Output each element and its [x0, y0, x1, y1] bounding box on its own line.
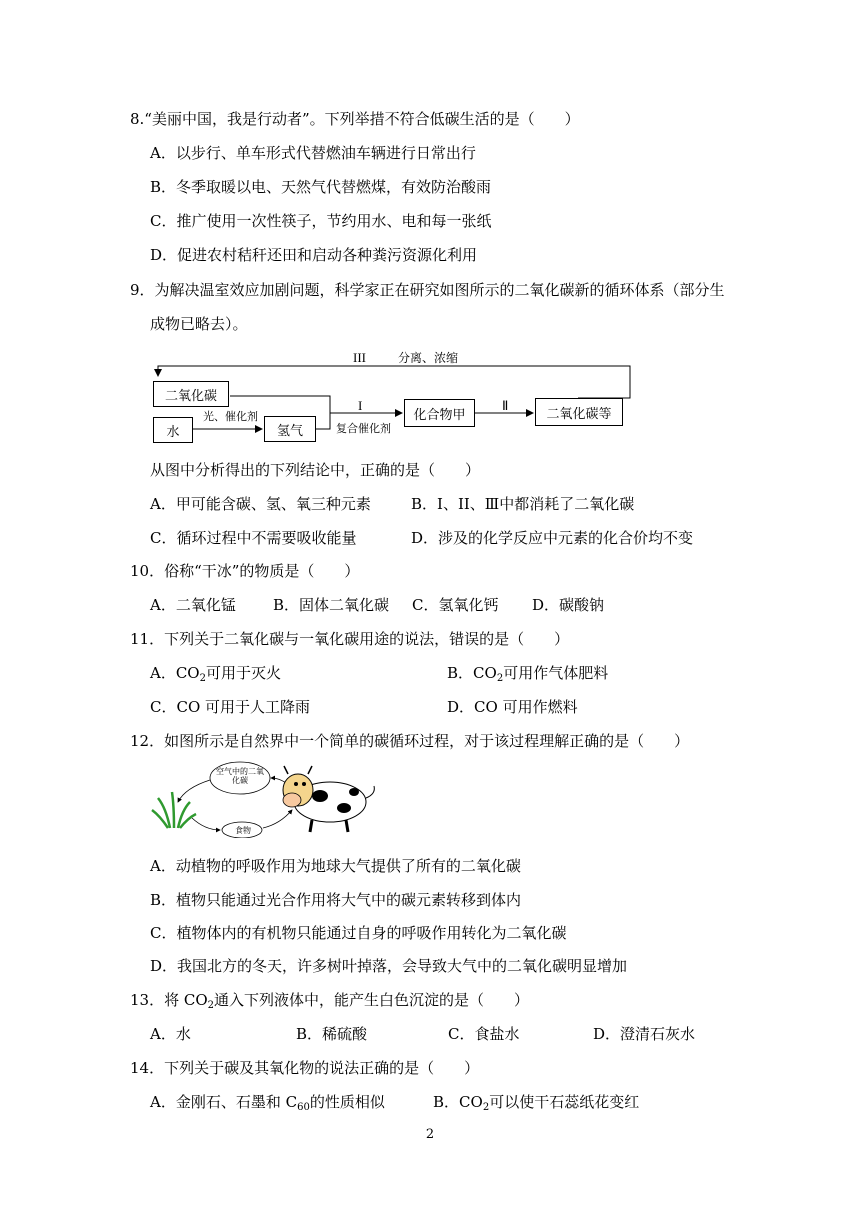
q10-stem: 10．俗称“干冰”的物质是（ ）: [130, 562, 360, 580]
box-hydrogen: 氢气: [264, 416, 316, 442]
q10-option-d: D．碳酸钠: [532, 596, 605, 614]
q9-stem-line1: 9．为解决温室效应加剧问题，科学家正在研究如图所示的二氧化碳新的循环体系（部分生: [130, 281, 725, 299]
cow-icon: [283, 766, 374, 832]
q9-option-a: A．甲可能含碳、氢、氧三种元素: [150, 495, 371, 513]
box-compound-jia: 化合物甲: [404, 399, 475, 427]
q12-stem: 12．如图所示是自然界中一个简单的碳循环过程，对于该过程理解正确的是（ ）: [130, 732, 690, 750]
box-co2: 二氧化碳: [153, 381, 229, 407]
q12-option-c: C．植物体内的有机物只能通过自身的呼吸作用转化为二氧化碳: [150, 924, 567, 942]
label-composite-catalyst: 复合催化剂: [336, 422, 391, 435]
q9-stem-line3: 从图中分析得出的下列结论中，正确的是（ ）: [150, 461, 481, 479]
q11-stem: 11．下列关于二氧化碳与一氧化碳用途的说法，错误的是（ ）: [130, 630, 570, 648]
label-light-catalyst: 光、催化剂: [203, 410, 258, 423]
box-water: 水: [153, 417, 193, 443]
q9-option-c: C．循环过程中不需要吸收能量: [150, 529, 357, 547]
q8-option-d: D．促进农村秸秆还田和启动各种粪污资源化利用: [150, 246, 478, 264]
q9-stem-line2: 成物已略去）。: [150, 315, 248, 333]
co2-cycle-diagram: [0, 0, 860, 460]
q10-option-b: B．固体二氧化碳: [273, 596, 390, 614]
q8-option-a: A．以步行、单车形式代替燃油车辆进行日常出行: [150, 144, 476, 162]
q11-option-d: D．CO 可用作燃料: [447, 698, 578, 716]
q14-option-a: A．金刚石、石墨和 $C_{60}$的性质相似: [150, 1093, 385, 1113]
page-number: 2: [425, 1127, 435, 1142]
q14-stem: 14．下列关于碳及其氧化物的说法正确的是（ ）: [130, 1059, 480, 1077]
label-separate-concentrate: 分离、浓缩: [398, 351, 459, 365]
label-roman-3: III: [353, 350, 366, 365]
q13-option-b: B．稀硫酸: [296, 1025, 368, 1043]
q12-option-d: D．我国北方的冬天，许多树叶掉落，会导致大气中的二氧化碳明显增加: [150, 957, 628, 975]
box-co2-etc: 二氧化碳等: [535, 398, 623, 426]
diagram-arrows: [0, 0, 860, 460]
q8-option-b: B．冬季取暖以电、天然气代替燃煤，有效防治酸雨: [150, 178, 492, 196]
label-roman-1: I: [358, 398, 363, 413]
cloud-air-co2-label: 空气中的二氧化碳: [216, 767, 264, 785]
grass-icon: [152, 792, 196, 828]
q11-option-b: B．$CO_2$可用作气体肥料: [447, 664, 609, 684]
q10-option-a: A．二氧化锰: [150, 596, 236, 614]
q11-option-c: C．CO 可用于人工降雨: [150, 698, 311, 716]
q13-option-d: D．澄清石灰水: [593, 1025, 696, 1043]
q11-option-a: A．$CO_2$可用于灭火: [150, 664, 281, 684]
q8-stem: 8.“美丽中国，我是行动者”。下列举措不符合低碳生活的是（ ）: [130, 110, 580, 128]
q10-option-c: C．氢氧化钙: [412, 596, 499, 614]
carbon-cycle-illustration: [150, 758, 380, 838]
q14-option-b: B．$CO_2$可以使干石蕊纸花变红: [433, 1093, 640, 1113]
q8-option-c: C．推广使用一次性筷子，节约用水、电和每一张纸: [150, 212, 492, 230]
q12-option-a: A．动植物的呼吸作用为地球大气提供了所有的二氧化碳: [150, 857, 521, 875]
cloud-food-label: 食物: [235, 826, 251, 835]
q13-option-a: A．水: [150, 1025, 191, 1043]
q9-option-b: B．I、II、Ⅲ中都消耗了二氧化碳: [411, 495, 635, 513]
q9-option-d: D．涉及的化学反应中元素的化合价均不变: [411, 529, 694, 547]
label-roman-2: Ⅱ: [502, 398, 509, 413]
q12-option-b: B．植物只能通过光合作用将大气中的碳元素转移到体内: [150, 891, 522, 909]
q13-stem: 13．将 $CO_2$通入下列液体中，能产生白色沉淀的是（ ）: [130, 991, 530, 1011]
q13-option-c: C．食盐水: [448, 1025, 520, 1043]
